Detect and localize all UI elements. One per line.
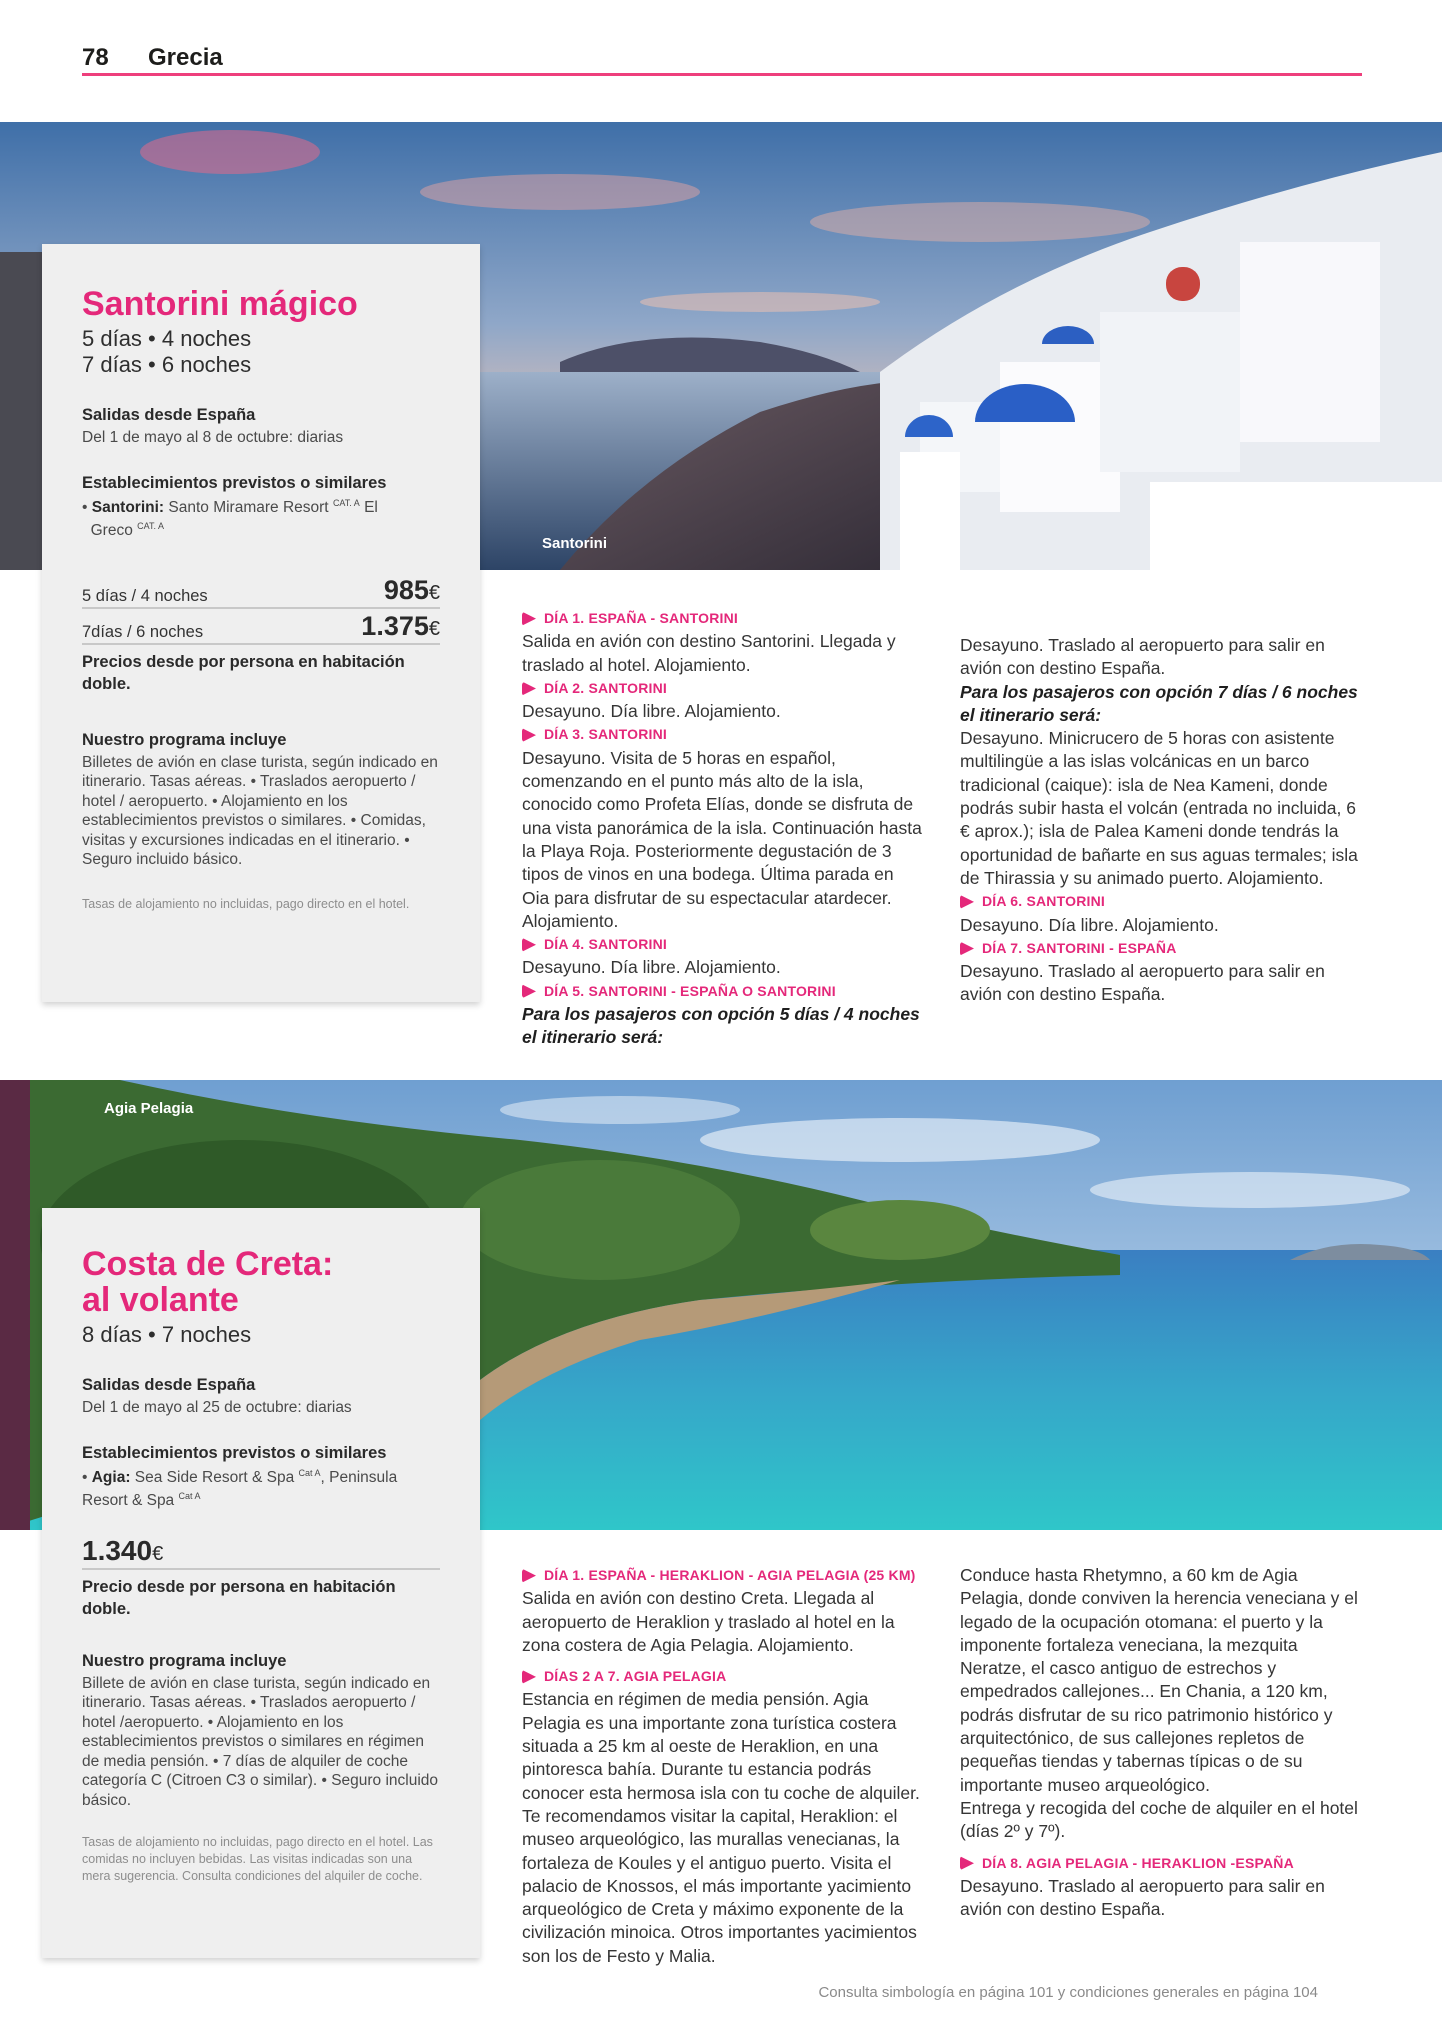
santorini-duration-1: 5 días • 4 noches	[82, 326, 252, 351]
santorini-photo-caption: Santorini	[542, 535, 608, 552]
day-text: Desayuno. Minicrucero de 5 horas con asistente multilingüe a las islas volcánicas en un barco tradicional (caique): isla de Nea Kameni, donde podrás subir hasta el volcán (entrada no incluida, 6 € aprox.); isla de Palea Kameni donde tendrás la oportunidad de bañarte en sus aguas termales; isla de Thirassia y su animado puerto. Alojamiento.	[960, 728, 1358, 888]
day-bullet-icon	[522, 984, 536, 998]
day-bullet-icon	[522, 1670, 536, 1684]
santorini-title: Santorini mágico	[82, 285, 358, 323]
day-heading: DÍA 1. ESPAÑA - SANTORINI	[522, 607, 922, 630]
day-option-5-heading: Para los pasajeros con opción 5 días / 4 noches el itinerario será:	[522, 1004, 920, 1048]
creta-title-line-2: al volante	[82, 1281, 239, 1319]
day-text: Conduce hasta Rhetymno, a 60 km de Agia Pelagia, donde conviven la herencia veneciana y el legado de la ocupación otomana: el puerto y la imponente fortaleza veneciana, la mezquita Neratze, el casco antiguo de estrechos y empedrados callejones... En Chania, a 120 km, podrás disfrutar de su rico patrimonio histórico y arquitectónico, de sus callejones repletos de pequeñas tiendas y tabernas típicas o de su importante museo arqueológico.	[960, 1565, 1358, 1795]
santorini-hotel-category: CAT. A	[332, 497, 360, 508]
day-text: Desayuno. Visita de 5 horas en español, comenzando en el punto más alto de la isla, conocido como Profeta Elías, donde se disfruta de una vista panorámica de la isla. Continuación hasta la Playa Roja. Posteriormente degustación de 3 tipos de vinos en una bodega. Última parada en Oia para disfrutar de su espectacular atardecer. Alojamiento.	[522, 747, 922, 931]
creta-duration: 8 días • 7 noches	[82, 1322, 252, 1347]
price-label: 5 días / 4 noches	[82, 586, 208, 605]
creta-hotel-name-2: , Peninsula Resort & Spa	[82, 1468, 398, 1510]
creta-price-row	[82, 1535, 440, 1570]
creta-title-line-1: Costa de Creta:	[82, 1245, 334, 1283]
day-text: Salida en avión con destino Creta. Llegada al aeropuerto de Heraklion y traslado al hotel en la zona costera de Agia Pelagia. Alojamiento.	[522, 1588, 895, 1655]
creta-includes-text: Billete de avión en clase turista, según indicado en itinerario. Tasas aéreas. • Traslados aeropuerto / hotel /aeropuerto. • Alojamiento en los establecimientos previstos o similares en régimen de media pensión. • 7 días de alquiler de coche categoría C (Citroen C3 o similar). • Seguro incluido básico.	[82, 1674, 439, 1809]
creta-info-card	[42, 1208, 480, 1958]
santorini-hotel-name: Santo Miramare Resort	[168, 498, 329, 516]
creta-price-amount: 1.340€	[82, 1534, 164, 1566]
santorini-price-row	[82, 611, 440, 645]
santorini-itinerary-col-2	[960, 634, 1360, 1007]
day-text: Desayuno. Día libre. Alojamiento.	[960, 914, 1219, 935]
creta-hotels-heading: Establecimientos previstos o similares	[82, 1443, 387, 1462]
price-label: 7días / 6 noches	[82, 622, 204, 641]
creta-hotel-category-2: Cat A	[178, 1491, 201, 1502]
day-heading: DÍA 3. SANTORINI	[522, 723, 922, 746]
day-heading: DÍA 2. SANTORINI	[522, 677, 922, 700]
creta-itinerary-col-1	[522, 1564, 922, 1968]
santorini-info-card	[42, 244, 480, 1002]
santorini-hotel-name-2: Greco	[90, 522, 133, 540]
day-bullet-icon	[522, 728, 536, 742]
day-text: Salida en avión con destino Santorini. Llegada y traslado al hotel. Alojamiento.	[522, 631, 896, 675]
santorini-price-row	[82, 575, 440, 609]
santorini-hotel-city: Santorini:	[91, 498, 165, 516]
day-bullet-icon	[522, 612, 536, 626]
day-text: Desayuno. Traslado al aeropuerto para salir en avión con destino España.	[960, 961, 1325, 1005]
santorini-departures-text: Del 1 de mayo al 8 de octubre: diarias	[82, 429, 344, 446]
day-text: Desayuno. Traslado al aeropuerto para salir en avión con destino España.	[960, 1875, 1325, 1920]
santorini-includes-text: Billetes de avión en clase turista, según indicado en itinerario. Tasas aéreas. • Traslados aeropuerto / hotel / aeropuerto. • Alojamiento en los establecimientos previstos o similares. • Comidas, visitas y excursiones indicadas en el itinerario. • Seguro incluido básico.	[82, 753, 438, 869]
santorini-footnote: Tasas de alojamiento no incluidas, pago directo en el hotel.	[82, 896, 410, 911]
day-bullet-icon	[522, 938, 536, 952]
creta-hotel-category: Cat A	[298, 1467, 321, 1478]
day-heading: DÍA 1. ESPAÑA - HERAKLION - AGIA PELAGIA (25 KM)	[522, 1564, 922, 1587]
santorini-price-note: Precios desde por persona en habitación doble.	[82, 652, 405, 693]
santorini-hotels-heading: Establecimientos previstos o similares	[82, 473, 387, 492]
creta-includes-heading: Nuestro programa incluye	[82, 1651, 287, 1670]
santorini-hotel-and: El	[364, 498, 378, 516]
day-heading: DÍA 4. SANTORINI	[522, 933, 922, 956]
creta-itinerary-col-2	[960, 1564, 1360, 1921]
day-bullet-icon	[960, 1856, 974, 1870]
price-amount: 1.375€	[361, 610, 440, 641]
day-bullet-icon	[522, 1569, 536, 1583]
santorini-includes-heading: Nuestro programa incluye	[82, 730, 287, 749]
day-heading: DÍA 6. SANTORINI	[960, 890, 1360, 913]
day-text: Entrega y recogida del coche de alquiler en el hotel (días 2º y 7º).	[960, 1797, 1358, 1842]
day-heading: DÍA 7. SANTORINI - ESPAÑA	[960, 937, 1360, 960]
creta-price-note: Precio desde por persona en habitación doble.	[82, 1577, 396, 1618]
creta-hotel-name: Sea Side Resort & Spa	[134, 1468, 295, 1486]
page-number: 78	[82, 44, 109, 71]
page-section-title: Grecia	[148, 44, 223, 71]
day-option-7-heading: Para los pasajeros con opción 7 días / 6 noches el itinerario será:	[960, 681, 1358, 725]
day-bullet-icon	[960, 895, 974, 909]
day-text: Estancia en régimen de media pensión. Agia Pelagia es una importante zona turística costera situada a 25 km al oeste de Heraklion, en una pintoresca bahía. Durante tu estancia podrás conocer esta hermosa isla con tu coche de alquiler. Te recomendamos visitar la capital, Heraklion: el museo arqueológico, las murallas venecianas, la fortaleza de Koules y el antiguo puerto. Visita el palacio de Knossos, el más importante yacimiento arqueológico de Creta y máximo exponente de la civilización minoica. Otros importantes yacimientos son los de Festo y Malia.	[522, 1689, 920, 1966]
creta-departures-heading: Salidas desde España	[82, 1376, 256, 1394]
day-heading: DÍA 5. SANTORINI - ESPAÑA O SANTORINI	[522, 980, 922, 1003]
creta-departures-text: Del 1 de mayo al 25 de octubre: diarias	[82, 1399, 352, 1416]
creta-hotel-city: Agia:	[91, 1468, 131, 1486]
day-bullet-icon	[522, 682, 536, 696]
day-heading: DÍAS 2 A 7. AGIA PELAGIA	[522, 1665, 922, 1688]
price-amount: 985€	[383, 574, 440, 605]
day-text: Desayuno. Día libre. Alojamiento.	[522, 701, 781, 722]
santorini-hotels-text: • Santorini: Santo Miramare Resort $^{CAT. A}$ El Greco $^{CAT. A}$	[82, 497, 378, 540]
creta-hotels-text: • Agia: Sea Side Resort & Spa $^{Cat A}$, Peninsula Resort & Spa $^{Cat A}$	[82, 1467, 398, 1510]
agia-pelagia-photo-caption: Agia Pelagia	[104, 1100, 194, 1117]
header-rule	[82, 73, 1362, 76]
creta-footnote: Tasas de alojamiento no incluidas, pago directo en el hotel. Las comidas no incluyen bebidas. Las visitas indicadas son una mera sugerencia. Consulta condiciones del alquiler de coche.	[82, 1835, 433, 1884]
santorini-hotel-category-2: CAT. A	[137, 521, 164, 532]
day-text: Desayuno. Traslado al aeropuerto para salir en avión con destino España.	[960, 635, 1325, 679]
day-text: Desayuno. Día libre. Alojamiento.	[522, 957, 781, 978]
day-heading: DÍA 8. AGIA PELAGIA - HERAKLION -ESPAÑA	[960, 1852, 1360, 1875]
page-footer: Consulta simbología en página 101 y condiciones generales en página 104	[818, 1984, 1318, 2001]
santorini-duration-2: 7 días • 6 noches	[82, 352, 252, 377]
santorini-departures-heading: Salidas desde España	[82, 406, 256, 424]
santorini-itinerary-col-1	[522, 607, 922, 1050]
day-bullet-icon	[960, 942, 974, 956]
